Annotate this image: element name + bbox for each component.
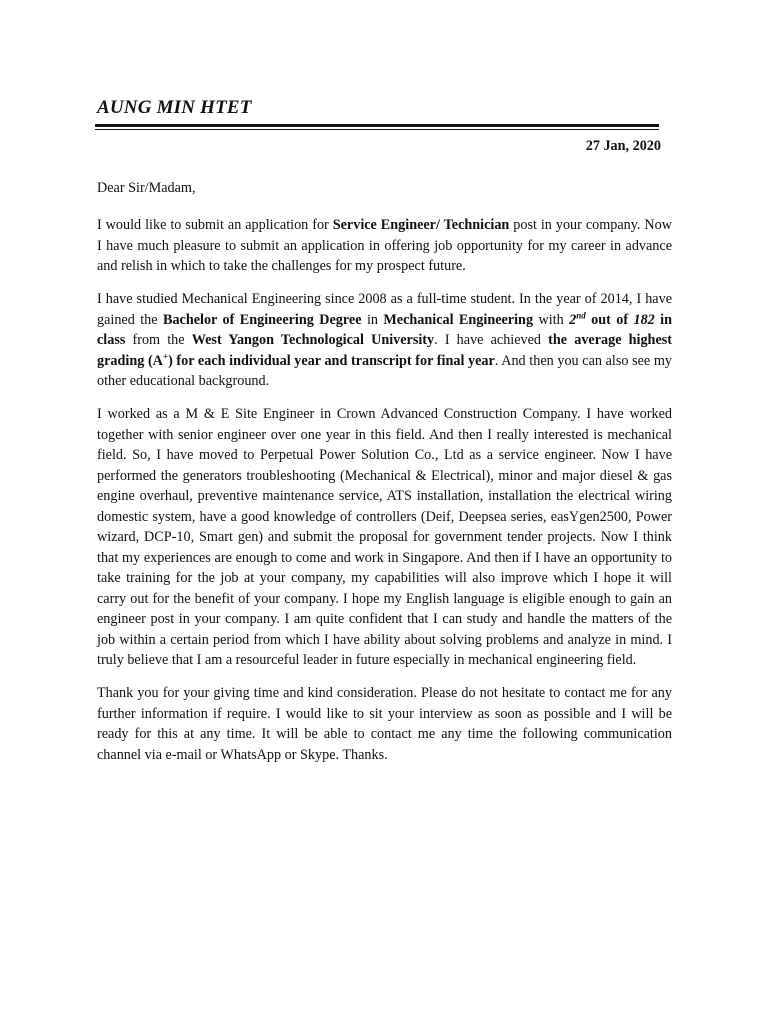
position-title: Service Engineer/ Technician <box>332 217 510 233</box>
p2-text-1: I have studied Mechanical Engineering since 2008 as a full-time student. In the year of 2014, I have gained the <box>97 291 672 328</box>
p2-bold-in-class: in class <box>97 311 672 348</box>
p2-text-4: from the <box>125 332 192 348</box>
grade-plus: + <box>162 350 169 361</box>
header-rule-thick <box>95 124 659 127</box>
paragraph-education <box>97 289 672 392</box>
p1-text-2: post in your company. Now I have much pleasure to submit an application in offering job opportunity for my career in advance and relish in which to take the challenges for my prospect future. <box>97 217 672 274</box>
class-rank-suffix: nd <box>576 309 586 320</box>
applicant-name: AUNG MIN HTET <box>97 97 252 118</box>
p2-text-5: . I have achieved <box>434 332 549 348</box>
p2-bold-out-of: out of <box>585 311 634 328</box>
paragraph-experience: I worked as a M & E Site Engineer in Crown Advanced Construction Company. I have worked together with senior engineer over one year in this field. And then I really interested is mechanical field. So, I have moved to Perpetual Power Solution Co., Ltd as a service engineer. Now I have performed the generators troubleshooting (Mechanical & Electrical), minor and major diesel & gas engine overhaul, preventive maintenance service, ATS installation, installation the electrical wiring domestic system, have a good knowledge of controllers (Deif, Deepsea series, easYgen2500, Power wizard, DCP-10, Smart gen) and submit the proposal for government tender projects. Now I think that my experiences are enough to come and work in Singapore. And then if I have an opportunity to take training for the job at your company, my capabilities will also improve which I hope it will carry out for the benefit of your company. I hope my English language is eligible enough to gain an engineer post in your company. I am quite confident that I can study and handle the matters of the job within a certain period from which I have ability about solving problems and analyze in mind. I truly believe that I am a resourceful leader in future especially in mechanical engineering field. <box>97 406 672 668</box>
university-name: West Yangon Technological University <box>191 332 435 348</box>
degree-name: Bachelor of Engineering Degree <box>162 311 362 328</box>
grading-phrase-end: ) for each individual year and transcript for final year <box>168 352 495 369</box>
p2-text-6: . And then you can also see my other educational background. <box>97 352 672 389</box>
grading-phrase: the average highest grading (A <box>97 332 672 369</box>
p1-text-1: I would like to submit an application for <box>97 217 333 233</box>
paragraph-application <box>97 215 672 277</box>
paragraph-closing: Thank you for your giving time and kind consideration. Please do not hesitate to contact me for any further information if require. I would like to sit your interview as soon as possible and I will be ready for this at any time. It will be able to contact me any time the following communication channel via e-mail or WhatsApp or Skype. Thanks. <box>97 685 672 763</box>
letter-date: 27 Jan, 2020 <box>585 138 661 154</box>
letter-body <box>97 215 672 778</box>
salutation: Dear Sir/Madam, <box>97 180 196 196</box>
major-name: Mechanical Engineering <box>383 311 534 328</box>
class-size: 182 <box>633 311 655 328</box>
class-rank: 2 <box>569 311 577 328</box>
p2-text-3: with <box>533 311 570 328</box>
p2-text-2: in <box>361 311 384 328</box>
header-rule-thin <box>95 129 659 130</box>
